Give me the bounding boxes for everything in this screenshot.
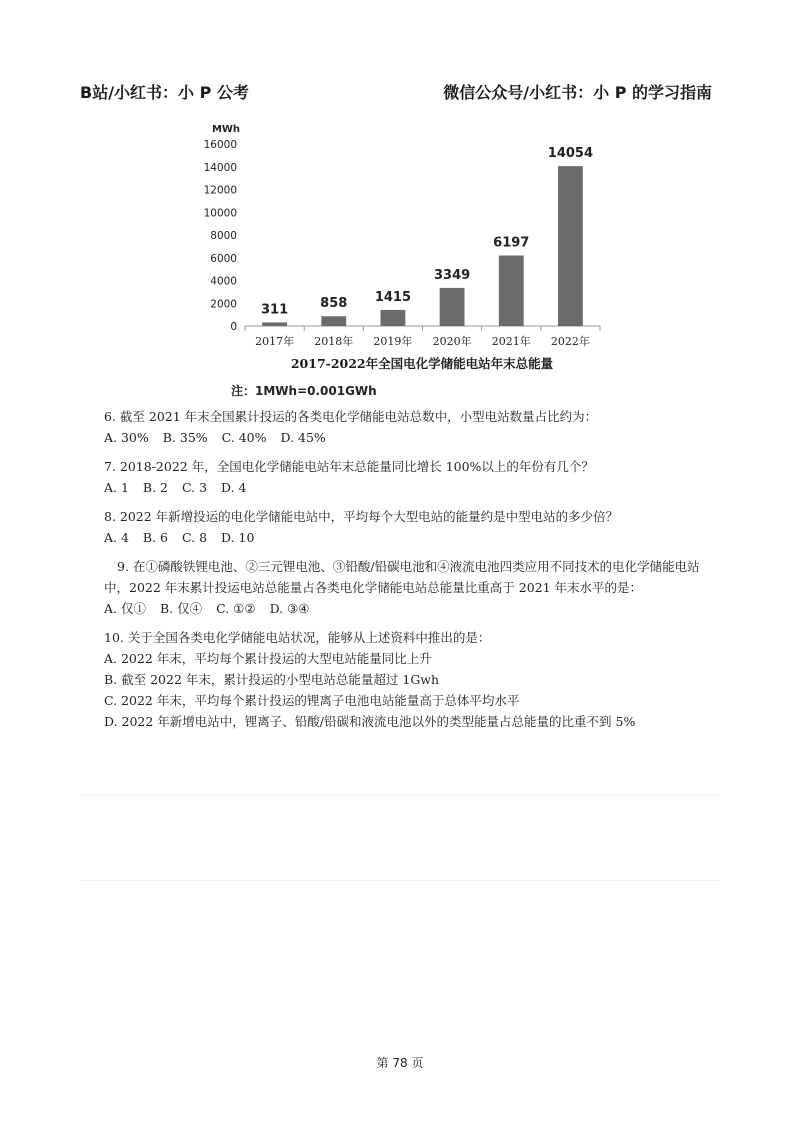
unit-note: 注：1MWh=0.001GWh bbox=[231, 384, 377, 398]
bar bbox=[440, 288, 465, 326]
x-tick-label: 2022年 bbox=[550, 335, 590, 348]
bar bbox=[262, 322, 287, 326]
question-text: 9. 在①磷酸铁锂电池、②三元锂电池、③铅酸/铅碳电池和④液流电池四类应用不同技术的电化学储能电站中，2022 年末累计投运电站总能量占各类电化学储能电站总能量比重高于 2021 年末水平的是： bbox=[104, 559, 700, 595]
question-8 bbox=[104, 506, 724, 548]
scan-line bbox=[80, 795, 720, 796]
y-tick-label: 12000 bbox=[203, 184, 237, 197]
x-tick-label: 2021年 bbox=[491, 335, 531, 348]
option: C. ①② bbox=[216, 601, 256, 616]
option: C. 2022 年末，平均每个累计投运的锂离子电池电站能量高于总体平均水平 bbox=[104, 693, 520, 708]
bar-value-label: 6197 bbox=[493, 235, 530, 251]
header-left: B站/小红书：小 P 公考 bbox=[80, 83, 249, 102]
option: B. 6 bbox=[142, 530, 169, 545]
page-number: 第 78 页 bbox=[376, 1056, 424, 1070]
option: D. 2022 年新增电站中，锂离子、铅酸/铅碳和液流电池以外的类型能量占总能量的比重不到 5% bbox=[104, 714, 636, 729]
y-tick-label: 2000 bbox=[210, 298, 237, 311]
question-text: 8. 2022 年新增投运的电化学储能电站中，平均每个大型电站的能量约是中型电站的多少倍？ bbox=[104, 509, 619, 524]
y-tick-label: 4000 bbox=[210, 275, 237, 288]
question-10 bbox=[104, 627, 724, 732]
question-text: 7. 2018-2022 年，全国电化学储能电站年末总能量同比增长 100%以上的年份有几个？ bbox=[104, 459, 594, 474]
option: B. 截至 2022 年末，累计投运的小型电站总能量超过 1Gwh bbox=[104, 672, 440, 687]
header-right: 微信公众号/小红书：小 P 的学习指南 bbox=[443, 83, 712, 102]
option: A. 1 bbox=[104, 480, 129, 495]
question-list bbox=[104, 406, 724, 732]
energy-bar-chart bbox=[190, 118, 630, 380]
bar bbox=[380, 310, 405, 326]
question-9 bbox=[104, 556, 724, 619]
x-tick-label: 2019年 bbox=[373, 335, 413, 348]
bar-value-label: 3349 bbox=[433, 267, 471, 283]
option-row bbox=[104, 598, 724, 619]
option-row bbox=[104, 477, 724, 498]
y-tick-label: 16000 bbox=[203, 139, 237, 151]
option: D. 45% bbox=[280, 430, 326, 445]
x-tick-label: 2017年 bbox=[255, 335, 295, 348]
y-tick-label: 14000 bbox=[203, 161, 237, 174]
option-row bbox=[104, 527, 724, 548]
bar bbox=[499, 256, 524, 326]
question-text: 6. 截至 2021 年末全国累计投运的各类电化学储能电站总数中，小型电站数量占比约为： bbox=[104, 409, 598, 424]
y-tick-label: 10000 bbox=[203, 207, 237, 220]
bar-value-label: 14054 bbox=[547, 146, 594, 162]
option: A. 2022 年末，平均每个累计投运的大型电站能量同比上升 bbox=[104, 651, 432, 666]
question-7 bbox=[104, 456, 724, 498]
question-text: 10. 关于全国各类电化学储能电站状况，能够从上述资料中推出的是： bbox=[104, 630, 491, 645]
bar bbox=[558, 166, 583, 326]
y-axis-unit-label: MWh bbox=[211, 124, 241, 135]
option: B. 35% bbox=[162, 430, 208, 445]
option: B. 2 bbox=[142, 480, 169, 495]
x-tick-label: 2020年 bbox=[432, 335, 472, 348]
option: C. 8 bbox=[182, 530, 208, 545]
scan-line bbox=[80, 880, 720, 881]
bar-value-label: 311 bbox=[261, 302, 289, 318]
bar-value-label: 1415 bbox=[374, 289, 412, 305]
option: D. 4 bbox=[221, 480, 247, 495]
option: A. 仅① bbox=[104, 601, 146, 616]
option: A. 30% bbox=[104, 430, 149, 445]
y-tick-label: 8000 bbox=[210, 230, 237, 242]
option: B. 仅④ bbox=[159, 601, 203, 616]
bar-value-label: 858 bbox=[320, 296, 348, 312]
option: D. 10 bbox=[221, 530, 255, 545]
x-tick-label: 2018年 bbox=[314, 335, 354, 348]
option: C. 3 bbox=[182, 480, 208, 495]
y-tick-label: 0 bbox=[230, 321, 237, 333]
option: D. ③④ bbox=[269, 601, 310, 616]
chart-title: 2017-2022年全国电化学储能电站年末总能量 bbox=[290, 356, 554, 371]
y-tick-label: 6000 bbox=[210, 252, 237, 265]
bar bbox=[321, 316, 346, 326]
option: A. 4 bbox=[104, 530, 129, 545]
option-row bbox=[104, 427, 724, 448]
question-6 bbox=[104, 406, 724, 448]
option: C. 40% bbox=[221, 430, 267, 445]
